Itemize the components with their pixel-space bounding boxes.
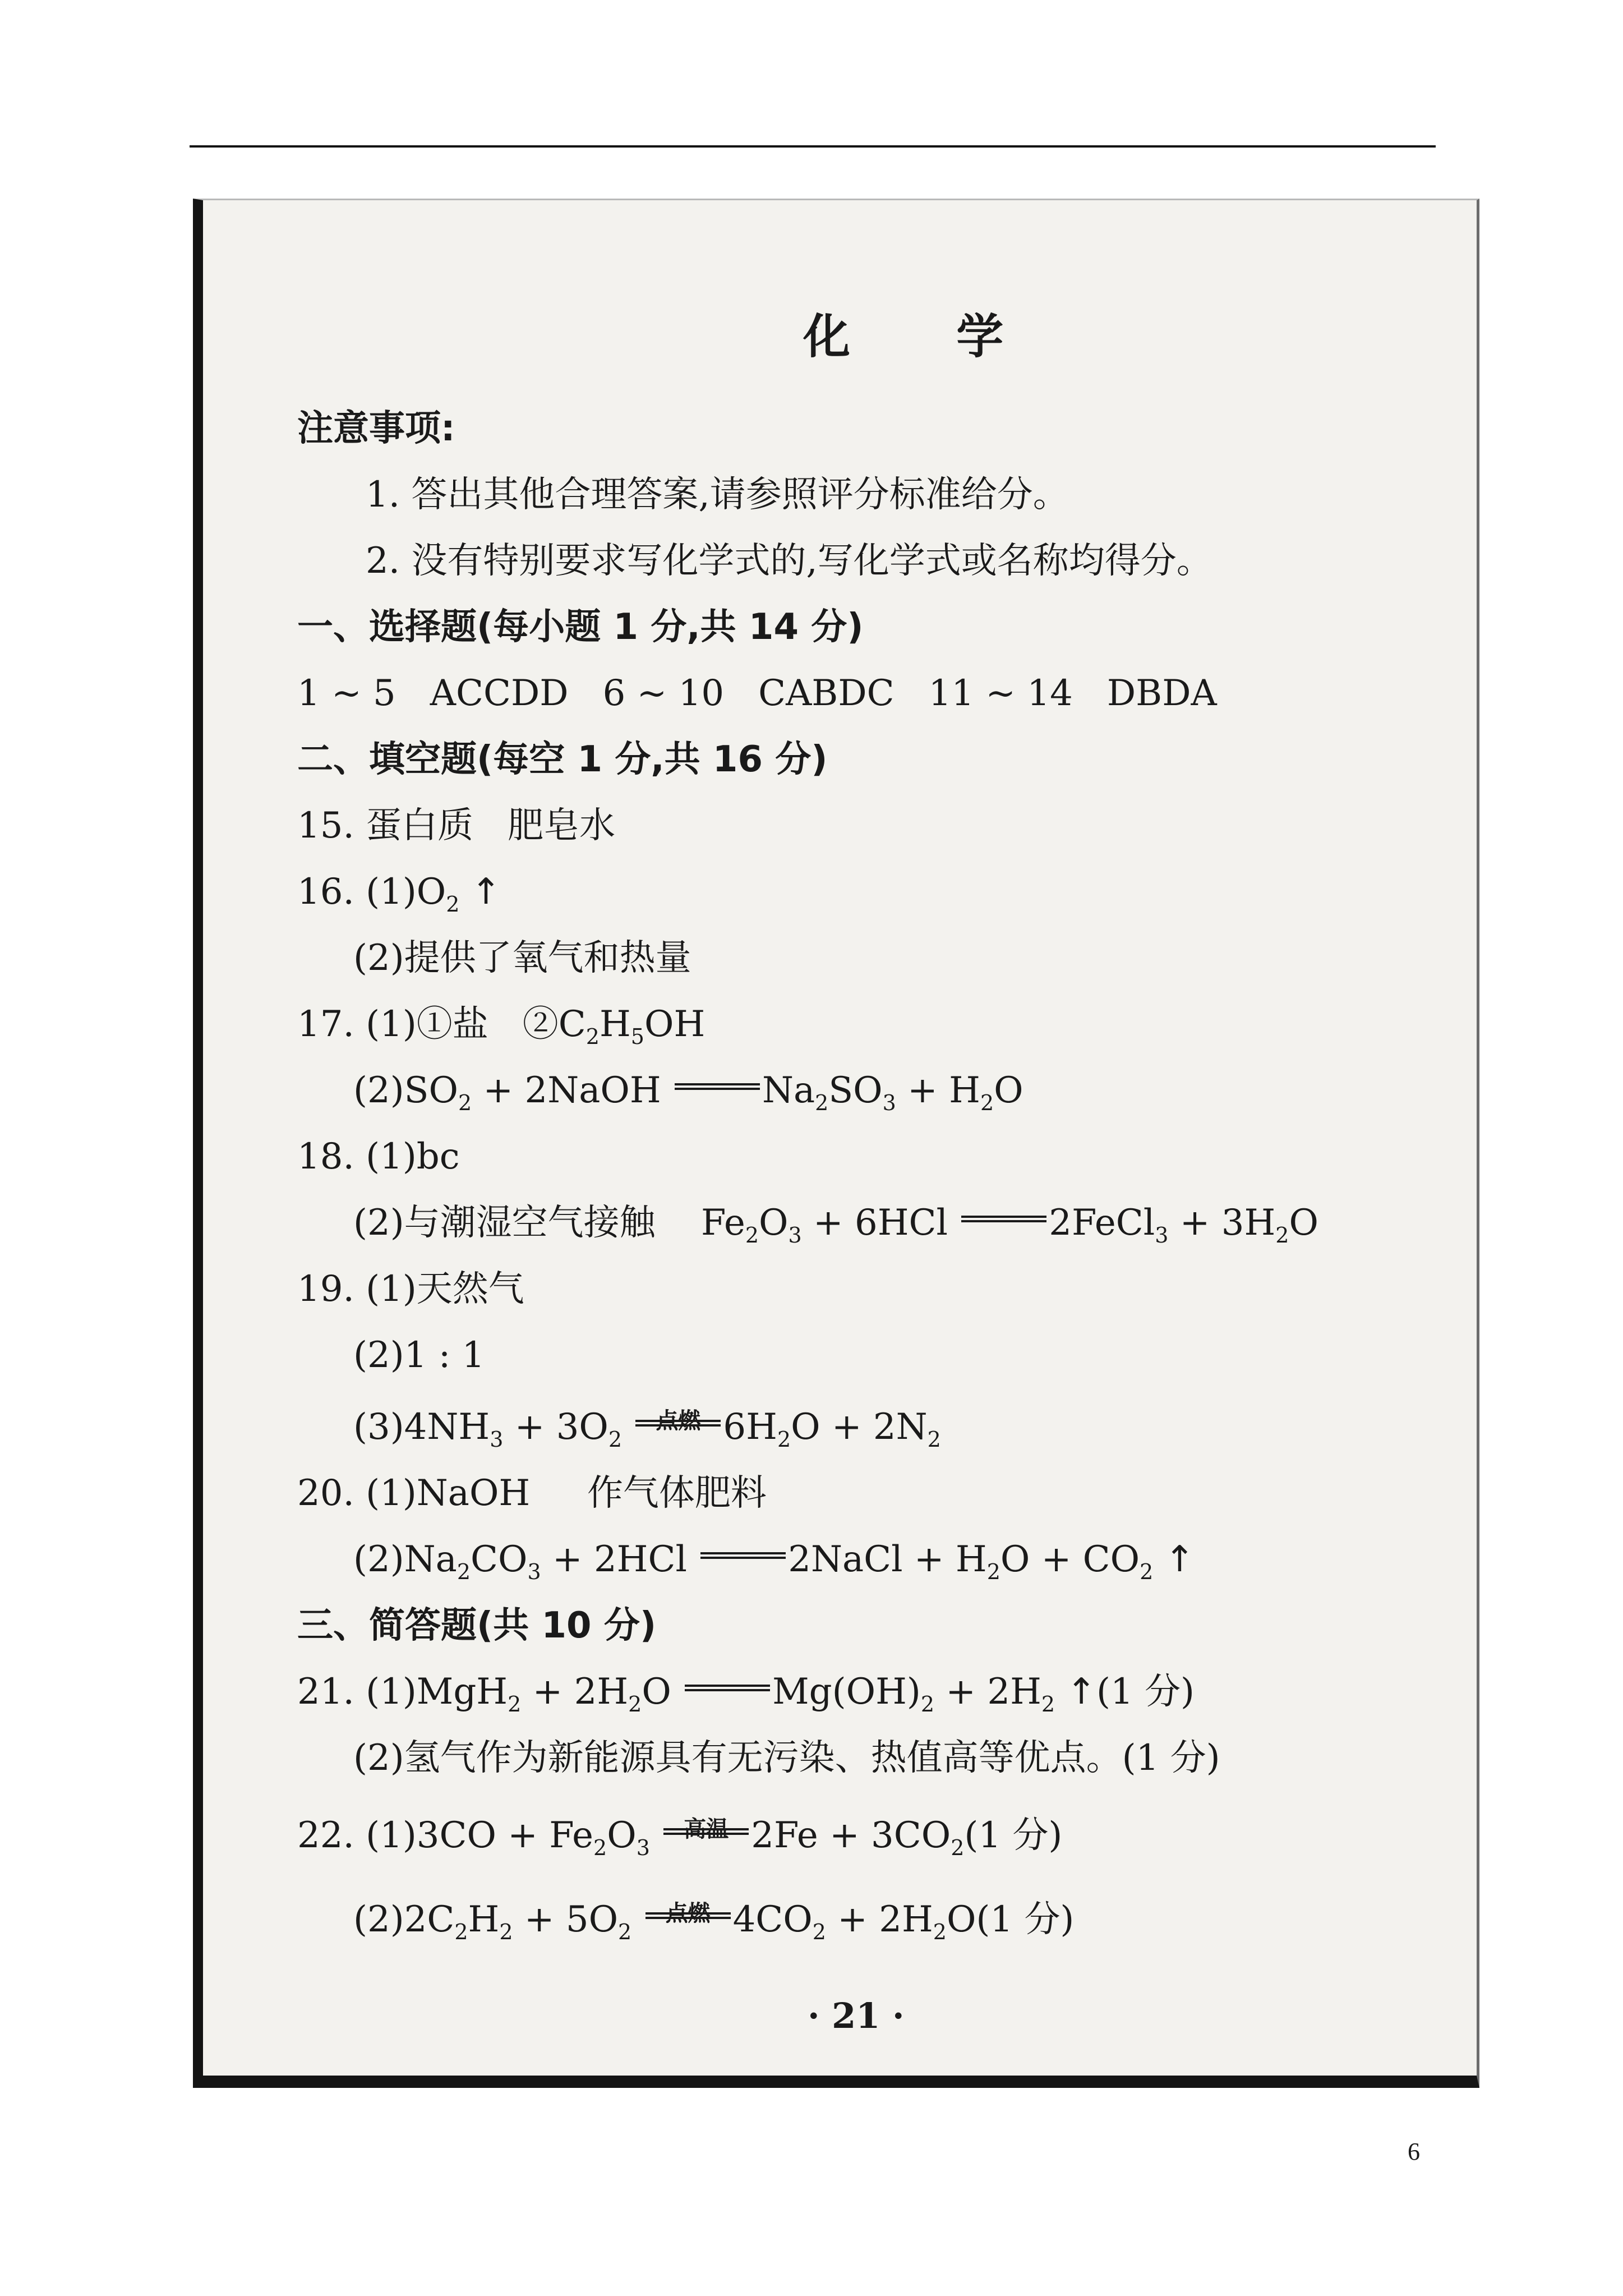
answer-18-2: (2)与潮湿空气接触 $Fe_2O_3 + 6HCl$ 2FeCl$_3$ + $3H_2O$ bbox=[353, 1202, 1318, 1248]
page-title: 化 学 bbox=[803, 309, 1049, 364]
notice-heading: 注意事项: bbox=[297, 408, 455, 449]
equals-sign bbox=[672, 1096, 762, 1102]
choice-answers: 1 ~ 5 ACCDD 6 ~ 10 CABDC 11 ~ 14 DBDA bbox=[297, 673, 1217, 714]
section3-heading: 三、简答题(共 10 分) bbox=[297, 1605, 657, 1646]
answer-19-1: 19. (1)天然气 bbox=[297, 1268, 524, 1310]
reaction-condition-ignite: 点燃 bbox=[643, 1925, 733, 1931]
section2-heading: 二、填空题(每空 1 分,共 16 分) bbox=[297, 739, 828, 780]
section1-heading: 一、选择题(每小题 1 分,共 14 分) bbox=[297, 606, 864, 648]
answer-19-3: $(3)4NH_3 + 3O_2$ 点燃 $6H_2O + 2N_2$ bbox=[353, 1406, 941, 1452]
answer-16-1: 16. $(1)O_2$ ↑ bbox=[297, 871, 501, 917]
reaction-condition-high-temp: 高温 bbox=[661, 1841, 751, 1847]
answer-21-2: (2)氢气作为新能源具有无污染、热值高等优点。(1 分) bbox=[353, 1737, 1220, 1779]
equals-sign bbox=[698, 1565, 788, 1571]
answer-17-1: 17. (1)①盐 $②C_2H_5OH$ bbox=[297, 1004, 706, 1049]
answer-15: 15. 蛋白质 肥皂水 bbox=[297, 805, 616, 846]
answer-18-1: 18. (1)bc bbox=[297, 1136, 460, 1177]
answer-17-2: $(2)SO_2$ + 2NaOH $Na_2SO_3 + H_2O$ bbox=[353, 1070, 1023, 1115]
answer-22-1: 22. $(1)3CO + Fe_2O_3$ 高温 $2Fe + 3CO_2(1$ 分) bbox=[297, 1815, 1063, 1860]
answer-16-2: (2)提供了氧气和热量 bbox=[353, 937, 691, 979]
answer-22-2: $(2)2C_2H_2 + 5O_2$ 点燃 $4CO_2 + 2H_2O(1$ 分) bbox=[353, 1899, 1075, 1944]
top-rule bbox=[190, 145, 1436, 148]
notice-item-1: 1. 答出其他合理答案,请参照评分标准给分。 bbox=[366, 474, 1069, 516]
equals-sign bbox=[683, 1697, 772, 1704]
equals-sign bbox=[959, 1228, 1049, 1235]
answer-20-2: $(2)Na_2CO_3 + 2HCl$ 2NaCl + $H_2O + CO_2$ ↑ bbox=[353, 1539, 1195, 1584]
answer-20-1: 20. (1)NaOH 作气体肥料 bbox=[297, 1473, 767, 1514]
sheet-page-number: · 21 · bbox=[808, 1995, 905, 2036]
document-page-number: 6 bbox=[1408, 2138, 1420, 2165]
reaction-condition-ignite: 点燃 bbox=[633, 1432, 723, 1439]
scanned-answer-sheet bbox=[193, 199, 1479, 2088]
answer-21-1: 21. $(1)MgH_2 + 2H_2O$ $Mg(OH)_2 + 2H_2$ ↑(1 分) bbox=[297, 1671, 1195, 1717]
notice-item-2: 2. 没有特别要求写化学式的,写化学式或名称均得分。 bbox=[366, 540, 1212, 582]
answer-19-2: (2)1 : 1 bbox=[353, 1335, 485, 1376]
